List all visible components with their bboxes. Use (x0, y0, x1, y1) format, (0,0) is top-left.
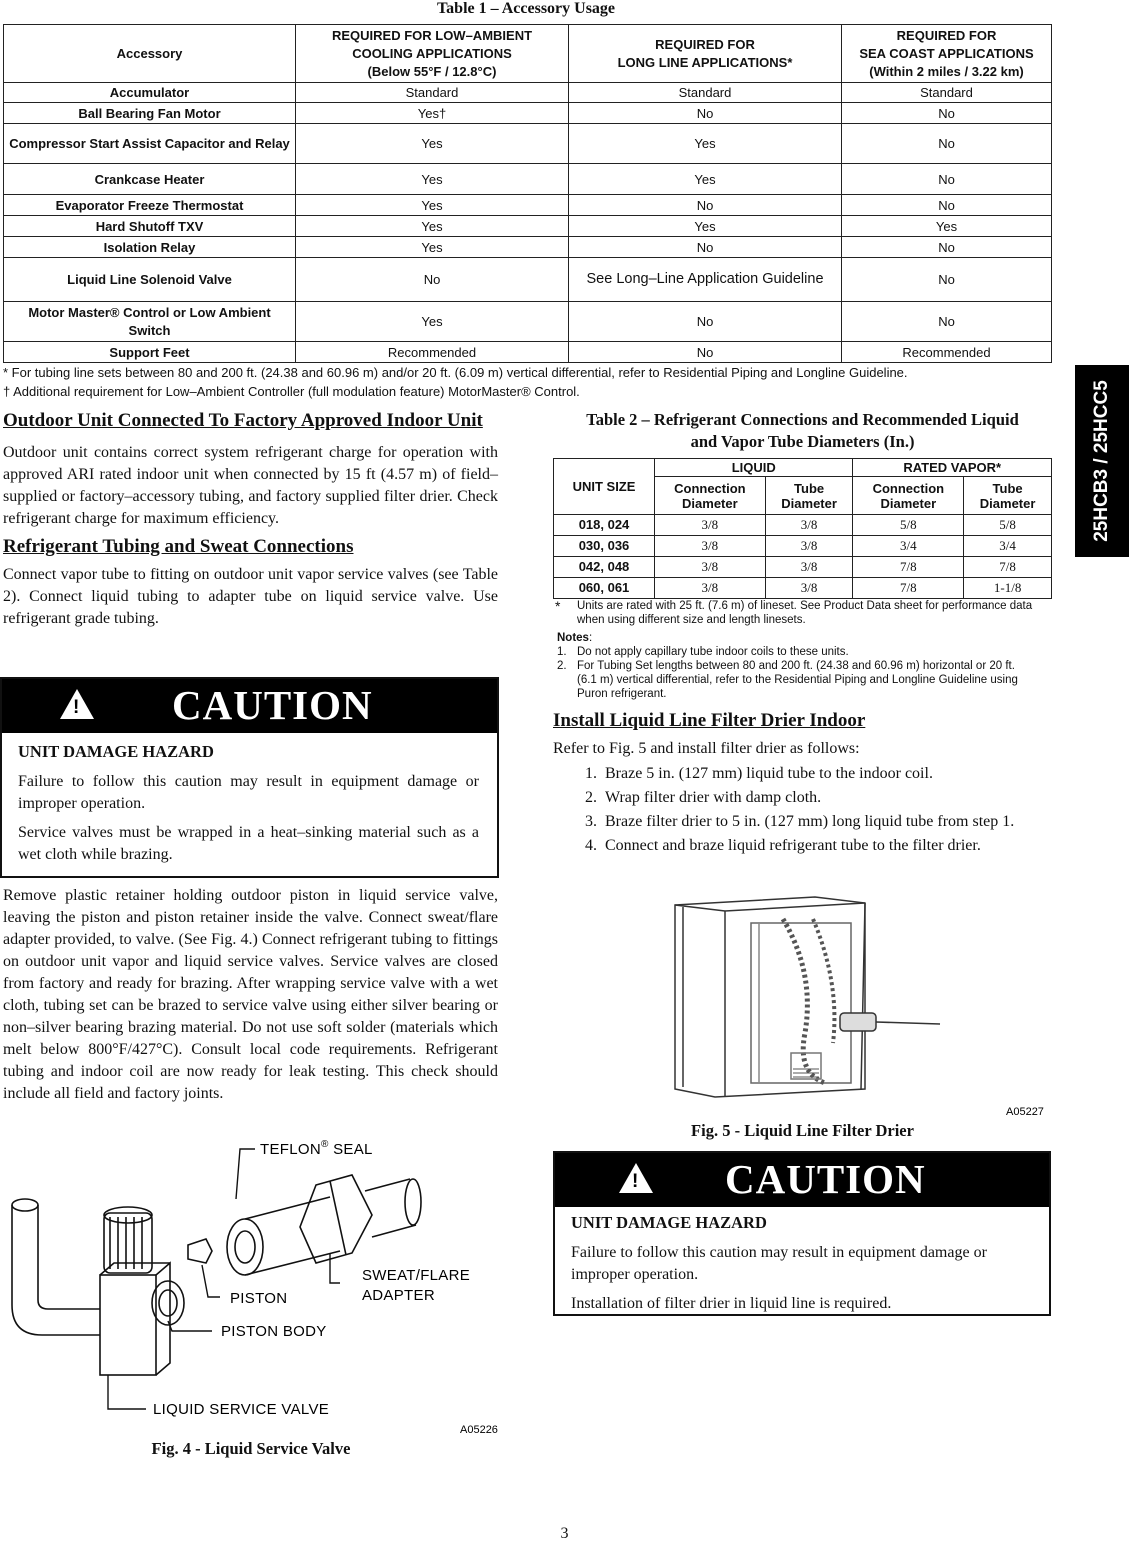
list-item: 1. Braze 5 in. (127 mm) liquid tube to the indoor coil. (585, 765, 933, 782)
header-long-line: REQUIRED FOR LONG LINE APPLICATIONS* (569, 25, 842, 83)
label-sweat-flare-2: ADAPTER (362, 1287, 435, 1304)
header-vapor-tube: Tube Diameter (964, 477, 1052, 515)
table1-title: Table 1 – Accessory Usage (436, 0, 616, 17)
caution-hazard: UNIT DAMAGE HAZARD (18, 742, 214, 761)
fig4-code: A05226 (460, 1424, 498, 1435)
filter-drier-steps (553, 762, 1052, 858)
label-piston-body: PISTON BODY (221, 1323, 327, 1340)
notes-label: Notes (557, 632, 589, 644)
table-row: Ball Bearing Fan Motor Yes† No No (4, 103, 1052, 124)
table-row: Liquid Line Solenoid Valve No See Long–Line Application Guideline No (4, 258, 1052, 302)
caution-box-filter-drier (553, 1151, 1051, 1316)
header-liquid: LIQUID (655, 459, 853, 477)
caution-text-2: Installation of filter drier in liquid line is required. (571, 1295, 892, 1312)
table-row: Compressor Start Assist Capacitor and Relay Yes Yes No (4, 124, 1052, 164)
table-row: Evaporator Freeze Thermostat Yes No No (4, 195, 1052, 216)
header-rated-vapor: RATED VAPOR* (853, 459, 1052, 477)
table2-star-note: Units are rated with 25 ft. (7.6 m) of lineset. See Product Data sheet for performance data when using different size and length linesets. (577, 600, 1033, 626)
liquid-line-filter-drier-figure (665, 893, 1055, 1118)
header-liquid-connection: Connection Diameter (655, 477, 766, 515)
header-vapor-connection: Connection Diameter (853, 477, 964, 515)
table-row: 030, 036 3/8 3/8 3/4 3/4 (554, 536, 1052, 557)
heading-install-filter-drier: Install Liquid Line Filter Drier Indoor (553, 710, 866, 731)
header-unit-size: UNIT SIZE (554, 459, 655, 515)
side-tab-label: 25HCB3 / 25HCC5 (1091, 380, 1112, 542)
refrigerant-connections-table (553, 458, 1052, 599)
caution-header (555, 1153, 1049, 1207)
caution-title: CAUTION (172, 682, 373, 728)
label-teflon-seal: TEFLON® SEAL (260, 1139, 373, 1158)
caution-header (2, 679, 497, 733)
table-row: 060, 061 3/8 3/8 7/8 1-1/8 (554, 578, 1052, 599)
list-item: 2. Wrap filter drier with damp cloth. (585, 789, 822, 806)
table2-title: Table 2 – Refrigerant Connections and Recommended Liquid and Vapor Tube Diameters (In.) (586, 410, 1019, 451)
caution-text-2: Service valves must be wrapped in a heat–sinking material such as a wet cloth while brazing. (18, 824, 479, 863)
label-sweat-flare-1: SWEAT/FLARE (362, 1267, 471, 1284)
side-tab (1075, 365, 1129, 557)
table-row: 042, 048 3/8 3/8 7/8 7/8 (554, 557, 1052, 578)
list-item: 4. Connect and braze liquid refrigerant tube to the filter drier. (585, 837, 981, 854)
page-number: 3 (560, 1525, 569, 1542)
fig5-code: A05227 (1006, 1106, 1044, 1118)
caution-text-1: Failure to follow this caution may result in equipment damage or improper operation. (18, 773, 479, 812)
heading-refrigerant-tubing: Refrigerant Tubing and Sweat Connections (3, 536, 354, 557)
paragraph-remove-retainer: Remove plastic retainer holding outdoor piston in liquid service valve, leaving the piston and piston retainer inside the valve. Connect sweat/flare adapter provided, to valve. (See Fig. 4.) Connect refrigerant tubing to fittings on outdoor unit vapor and liquid service valves. Service valves are closed from factory and ready for brazing. After wrapping service valve with a wet cloth, tubing set can be brazed to service valve using either silver bearing or non–silver bearing brazing material. Do not use soft solder (materials which melt below 800°F/427°C). Consult local code requirements. Refrigerant tubing and indoor coil are now ready for leak testing. This check should include all field and factory joints. (3, 887, 498, 1102)
warning-triangle-icon: ! (619, 1163, 653, 1193)
caution-hazard: UNIT DAMAGE HAZARD (571, 1213, 767, 1232)
table2-note-2: For Tubing Set lengths between 80 and 200 ft. (24.38 and 60.96 m) horizontal or 20 ft. (6.1 m) vertical differential, refer to the Residential Piping and Longline Guideline using Puron refrigerant. (577, 660, 1018, 700)
header-low-ambient: REQUIRED FOR LOW–AMBIENT COOLING APPLICATIONS (Below 55°F / 12.8°C) (296, 25, 569, 83)
table-row: Accumulator Standard Standard Standard (4, 83, 1052, 103)
accessory-usage-table (3, 24, 1052, 363)
list-item: 3. Braze filter drier to 5 in. (127 mm) long liquid tube from step 1. (585, 813, 1015, 830)
table-row: Hard Shutoff TXV Yes Yes Yes (4, 216, 1052, 237)
paragraph-refer-fig5: Refer to Fig. 5 and install filter drier as follows: (553, 740, 860, 757)
paragraph-refrigerant-tubing: Connect vapor tube to fitting on outdoor unit vapor service valves (see Table 2). Connect liquid tubing to adapter tube on liquid service valve. Use refrigerant grade tubing. (3, 566, 498, 627)
liquid-service-valve-figure (0, 1135, 510, 1435)
table1-footnote-2: † Additional requirement for Low–Ambient Controller (full modulation feature) MotorMaster® Control. (3, 384, 580, 399)
warning-triangle-icon: ! (60, 689, 94, 719)
fig5-caption: Fig. 5 - Liquid Line Filter Drier (691, 1121, 914, 1140)
header-sea-coast: REQUIRED FOR SEA COAST APPLICATIONS (Within 2 miles / 3.22 km) (842, 25, 1052, 83)
caution-text-1: Failure to follow this caution may result in equipment damage or improper operation. (571, 1244, 987, 1283)
caution-title: CAUTION (725, 1156, 926, 1202)
table2-notes: * Units are rated with 25 ft. (7.6 m) of lineset. See Product Data sheet for performance data when using different size and length linesets. Notes: 1. Do not apply capillary tube indoor coils to these units. 2. For Tubing Set lengths between 80 and 200 ft. (24.38 and 60.96 m) horizontal or 20 ft. (6.1 m) vertical differential, refer to the Residential Piping and Longline Guideline using Puron refrigerant. (555, 598, 1033, 700)
table2-note-1: Do not apply capillary tube indoor coils to these units. (577, 646, 849, 658)
table-row: Support Feet Recommended No Recommended (4, 342, 1052, 363)
header-liquid-tube: Tube Diameter (765, 477, 853, 515)
table-row: Isolation Relay Yes No No (4, 237, 1052, 258)
table-row: 018, 024 3/8 3/8 5/8 5/8 (554, 515, 1052, 536)
fig4-caption: Fig. 4 - Liquid Service Valve (151, 1439, 351, 1458)
paragraph-outdoor-unit: Outdoor unit contains correct system refrigerant charge for operation with approved ARI rated indoor unit when connected by 15 ft (4.57 m) of field–supplied or factory–accessory tubing, and factory supplied filter drier. Check refrigerant charge for maximum efficiency. (3, 444, 498, 527)
heading-outdoor-unit: Outdoor Unit Connected To Factory Approved Indoor Unit (3, 410, 483, 431)
label-piston: PISTON (230, 1290, 288, 1307)
table-row: Crankcase Heater Yes Yes No (4, 164, 1052, 195)
label-liquid-service-valve: LIQUID SERVICE VALVE (153, 1401, 330, 1418)
header-accessory: Accessory (4, 25, 296, 83)
table-row: Motor Master® Control or Low Ambient Switch Yes No No (4, 302, 1052, 342)
caution-box-service-valves (0, 677, 499, 878)
table1-footnote-1: * For tubing line sets between 80 and 200 ft. (24.38 and 60.96 m) and/or 20 ft. (6.09 m) vertical differential, refer to Residential Piping and Longline Guideline. (3, 365, 908, 380)
